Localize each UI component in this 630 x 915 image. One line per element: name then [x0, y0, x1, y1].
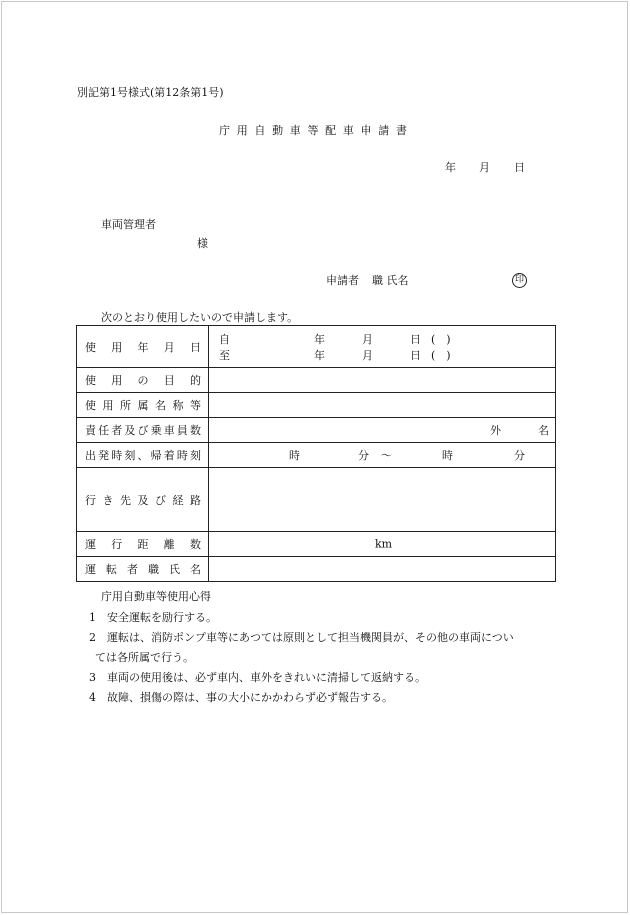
return-minute: 分 [514, 449, 525, 462]
value-distance[interactable] [209, 532, 556, 557]
row-use-date [77, 326, 556, 368]
persons-label: 名 [538, 424, 549, 437]
addressee-manager: 車両管理者 [101, 218, 156, 231]
depart-hour: 時 [289, 449, 300, 462]
applicant-label: 申請者 [326, 274, 359, 287]
to-day: 日 [410, 349, 421, 362]
row-distance [77, 532, 556, 557]
to-month: 月 [362, 349, 373, 362]
date-month: 月 [479, 161, 490, 174]
note-item-continued: ては各所属で行う。 [95, 651, 194, 664]
label-department: 使 用 所 属 名 称 等 [77, 393, 209, 418]
return-hour: 時 [442, 449, 453, 462]
from-prefix: 自 [219, 333, 230, 346]
date-day: 日 [514, 161, 525, 174]
label-responsible: 責 任 者 及 び 乗 車 員 数 [77, 418, 209, 443]
row-responsible [77, 418, 556, 443]
intro-text: 次のとおり使用したいので申請します。 [101, 311, 299, 324]
row-times [77, 443, 556, 468]
label-use-date: 使 用 年 月 日 [77, 326, 209, 368]
applicant-position-name: 職 氏名 [372, 274, 409, 287]
depart-minute: 分 [358, 449, 369, 462]
from-day: 日 [410, 333, 421, 346]
row-purpose [77, 368, 556, 393]
value-department[interactable] [209, 393, 556, 418]
value-responsible[interactable] [209, 418, 556, 443]
label-route: 行 き 先 及 び 経 路 [77, 468, 209, 532]
row-department [77, 393, 556, 418]
from-month: 月 [362, 333, 373, 346]
others-label: 外 [490, 424, 501, 437]
form-id: 別記第1号様式(第12条第1号) [77, 86, 224, 99]
row-driver [77, 557, 556, 582]
value-times[interactable] [209, 443, 556, 468]
note-item: 3 車両の使用後は、必ず車内、車外をきれいに清掃して返納する。 [89, 671, 426, 684]
value-route[interactable] [209, 468, 556, 532]
application-table [76, 325, 556, 582]
label-times: 出 発 時 刻 、 帰 着 時 刻 [77, 443, 209, 468]
to-weekday: ( ) [431, 349, 451, 362]
note-item: 1 安全運転を励行する。 [89, 611, 217, 624]
form-title: 庁 用 自 動 車 等 配 車 申 請 書 [219, 124, 407, 137]
label-purpose: 使 用 の 目 的 [77, 368, 209, 393]
to-prefix: 至 [219, 349, 230, 362]
label-driver: 運 転 者 職 氏 名 [77, 557, 209, 582]
date-year: 年 [445, 161, 456, 174]
notes-heading: 庁用自動車等使用心得 [101, 590, 211, 603]
value-use-date[interactable] [209, 326, 556, 368]
from-year: 年 [314, 333, 325, 346]
tilde: 〜 [381, 449, 392, 462]
note-item: 4 故障、損傷の際は、事の大小にかかわらず必ず報告する。 [89, 691, 393, 704]
to-year: 年 [314, 349, 325, 362]
distance-unit: km [375, 537, 393, 551]
seal-mark: 印 [512, 273, 527, 288]
addressee-honorific: 様 [197, 237, 208, 250]
from-weekday: ( ) [431, 333, 451, 346]
note-item: 2 運転は、消防ポンプ車等にあつては原則として担当機関員が、その他の車両につい [89, 631, 514, 644]
label-distance: 運 行 距 離 数 [77, 532, 209, 557]
value-purpose[interactable] [209, 368, 556, 393]
value-driver[interactable] [209, 557, 556, 582]
row-route [77, 468, 556, 532]
